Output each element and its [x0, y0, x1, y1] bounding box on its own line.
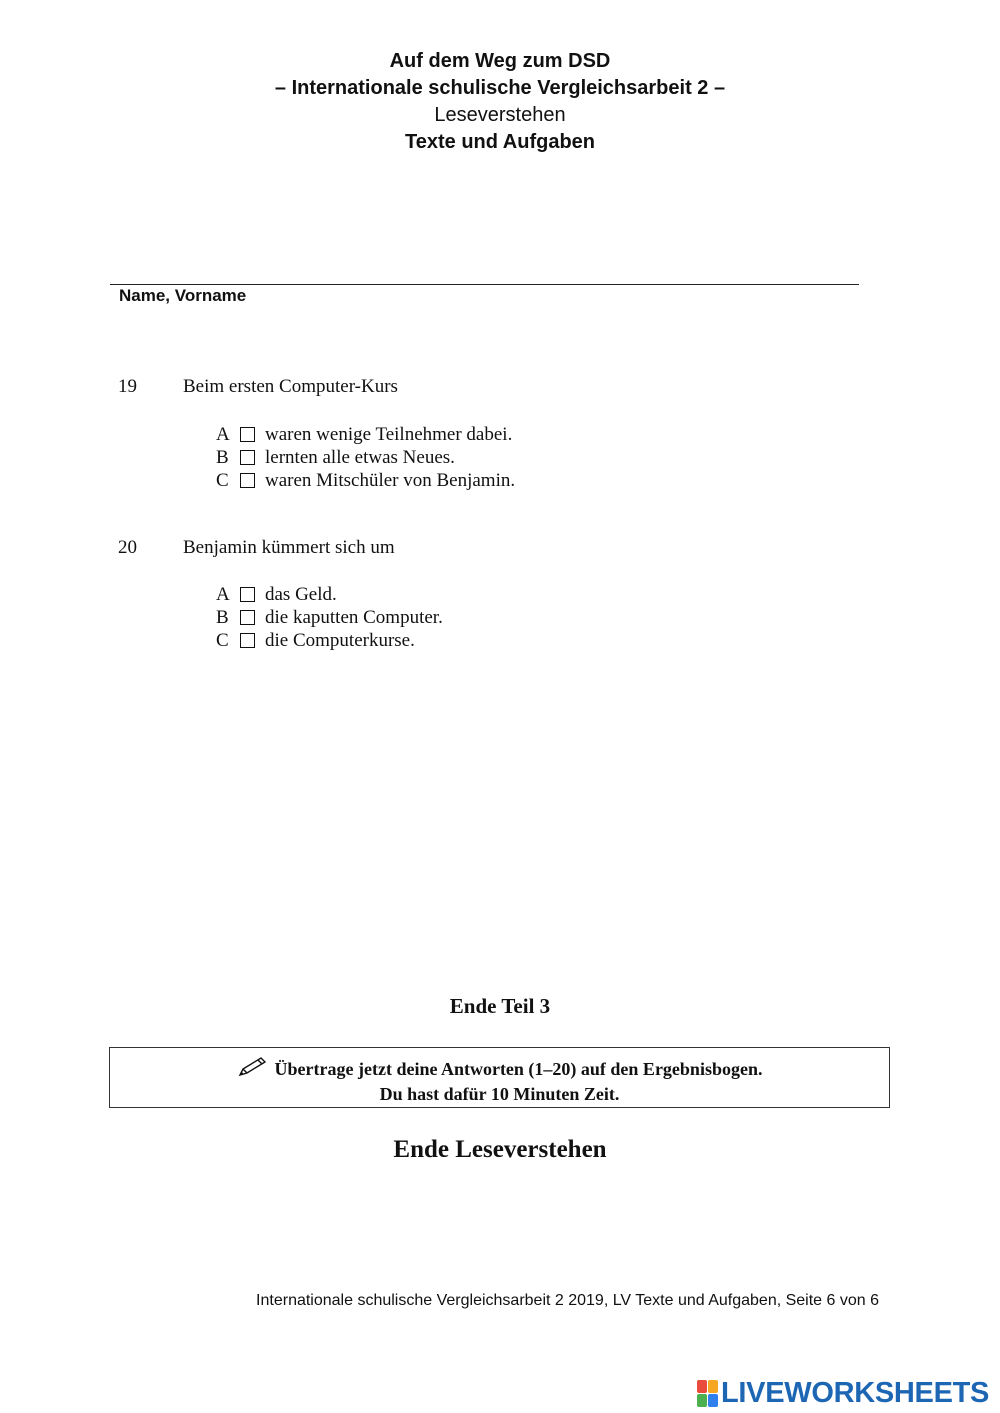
option-letter: A [216, 423, 230, 445]
document-title: Auf dem Weg zum DSD [389, 50, 611, 72]
answer-option-20c[interactable] [216, 629, 415, 652]
option-letter: A [216, 583, 230, 605]
liveworksheets-logo[interactable] [697, 1377, 989, 1410]
answer-checkbox[interactable] [240, 587, 255, 602]
option-letter: B [216, 606, 229, 628]
question-number: 20 [118, 537, 137, 558]
option-text: die kaputten Computer. [265, 606, 443, 628]
answer-checkbox[interactable] [240, 610, 255, 625]
brand-wordmark: LIVEWORKSHEETS [721, 1377, 990, 1409]
end-part-heading: Ende Teil 3 [449, 994, 551, 1018]
answer-checkbox[interactable] [240, 633, 255, 648]
option-letter: B [216, 446, 229, 468]
answer-checkbox[interactable] [240, 427, 255, 442]
section-title: Leseverstehen [434, 104, 566, 126]
name-input-line[interactable] [110, 284, 859, 285]
end-section-heading: Ende Leseverstehen [393, 1136, 607, 1163]
part-title: Texte und Aufgaben [405, 131, 595, 153]
pencil-icon [237, 1056, 267, 1078]
notice-line-2: Du hast dafür 10 Minuten Zeit. [379, 1084, 620, 1104]
option-letter: C [216, 469, 229, 491]
page-footer: Internationale schulische Vergleichsarbeit 2 2019, LV Texte und Aufgaben, Seite 6 von 6 [256, 1292, 879, 1309]
transfer-notice-box [109, 1047, 890, 1108]
option-text: die Computerkurse. [265, 629, 415, 651]
option-text: das Geld. [265, 583, 337, 605]
answer-option-20a[interactable] [216, 583, 337, 606]
answer-option-20b[interactable] [216, 606, 443, 629]
answer-option-19c[interactable] [216, 469, 515, 492]
option-text: waren wenige Teilnehmer dabei. [265, 423, 513, 445]
option-text: waren Mitschüler von Benjamin. [265, 469, 516, 491]
option-letter: C [216, 629, 229, 651]
option-text: lernten alle etwas Neues. [265, 446, 455, 468]
question-prompt: Beim ersten Computer-Kurs [183, 376, 398, 397]
question-prompt: Benjamin kümmert sich um [183, 537, 395, 558]
notice-line-1: Übertrage jetzt deine Antworten (1–20) auf den Ergebnisbogen. [274, 1059, 763, 1079]
name-label: Name, Vorname [119, 286, 247, 305]
document-header [0, 48, 1000, 156]
brand-tiles-icon [697, 1380, 718, 1407]
document-subtitle: – Internationale schulische Vergleichsarbeit 2 – [274, 77, 726, 99]
answer-option-19a[interactable] [216, 423, 512, 446]
answer-option-19b[interactable] [216, 446, 455, 469]
answer-checkbox[interactable] [240, 450, 255, 465]
question-number: 19 [118, 376, 137, 397]
answer-checkbox[interactable] [240, 473, 255, 488]
